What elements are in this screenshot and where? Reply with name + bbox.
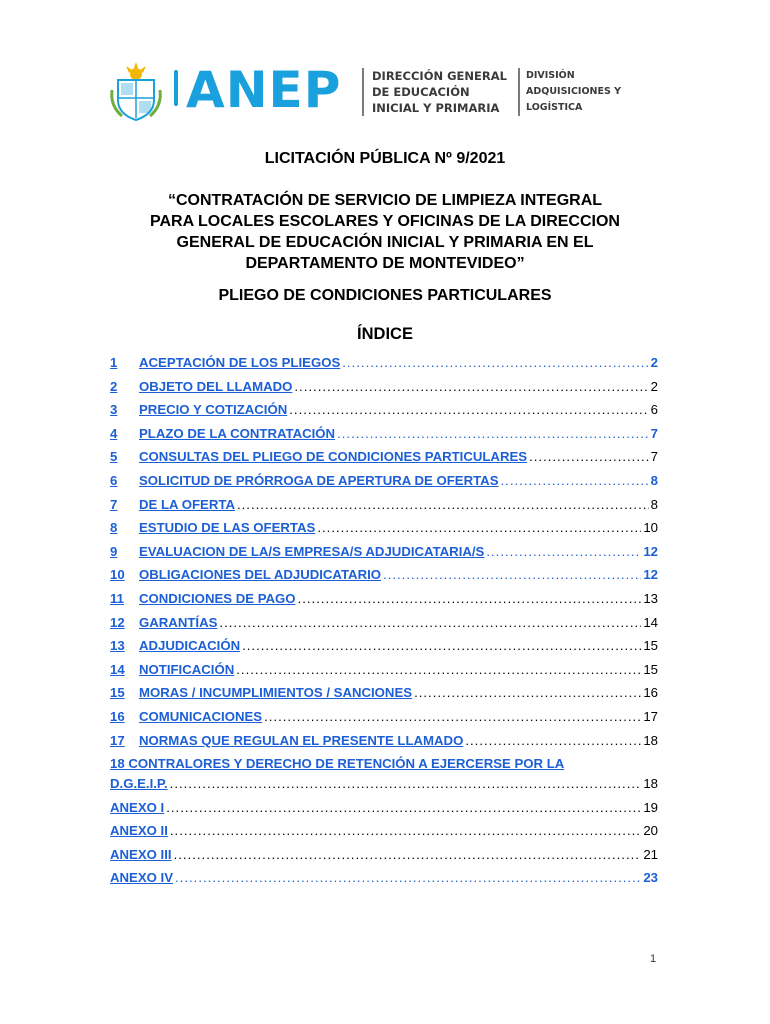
toc-entry-page[interactable]: 16 bbox=[643, 685, 658, 701]
toc-entry-number[interactable]: 15 bbox=[110, 685, 125, 701]
toc-entry[interactable] bbox=[110, 544, 658, 568]
toc-entry-label[interactable]: NORMAS QUE REGULAN EL PRESENTE LLAMADO bbox=[139, 732, 464, 748]
toc-entry-label[interactable]: CONSULTAS DEL PLIEGO DE CONDICIONES PARTICULARES bbox=[139, 449, 528, 465]
coat-of-arms-icon bbox=[108, 62, 164, 122]
toc-leader-dots bbox=[289, 402, 648, 417]
toc-entry-page[interactable]: 15 bbox=[643, 661, 658, 677]
toc-entry-number[interactable]: 9 bbox=[110, 543, 118, 559]
toc-entry-number[interactable]: 10 bbox=[110, 567, 125, 583]
toc-entry-number[interactable]: 1 bbox=[110, 355, 118, 370]
toc-annex-entry[interactable] bbox=[110, 800, 658, 824]
toc-entry[interactable] bbox=[110, 591, 658, 615]
toc-entry-page[interactable]: 21 bbox=[643, 846, 658, 862]
toc-leader-dots bbox=[237, 497, 649, 512]
toc-entry[interactable] bbox=[110, 567, 658, 591]
toc-entry-label[interactable]: D.G.E.I.P. bbox=[110, 776, 168, 792]
toc-leader-dots bbox=[317, 520, 641, 535]
toc-entry-page[interactable]: 20 bbox=[643, 823, 658, 839]
toc-entry[interactable] bbox=[110, 379, 658, 403]
document-subject: “CONTRATACIÓN DE SERVICIO DE LIMPIEZA INTEGRAL PARA LOCALES ESCOLARES Y OFICINAS DE LA DIRECCION GENERAL DE EDUCACIÓN INICIAL Y PRIMARIA EN EL DEPARTAMENTO DE MONTEVIDEO” bbox=[150, 192, 620, 272]
toc-entry-label[interactable]: OBJETO DEL LLAMADO bbox=[139, 378, 293, 394]
toc-entry-label[interactable]: COMUNICACIONES bbox=[139, 708, 263, 724]
toc-entry[interactable] bbox=[110, 615, 658, 639]
toc-leader-dots bbox=[174, 847, 642, 862]
toc-leader-dots bbox=[486, 544, 641, 559]
toc-leader-dots bbox=[383, 567, 641, 582]
section-title: PLIEGO DE CONDICIONES PARTICULARES bbox=[218, 287, 552, 304]
toc-entry-number[interactable]: 13 bbox=[110, 638, 125, 654]
toc-entry-number[interactable]: 3 bbox=[110, 402, 118, 418]
document-title: LICITACIÓN PÚBLICA Nº 9/2021 bbox=[264, 150, 506, 167]
toc-entry-page[interactable]: 19 bbox=[643, 799, 658, 815]
toc-entry-label[interactable]: 18 CONTRALORES Y DERECHO DE RETENCIÓN A EJERCERSE POR LA bbox=[110, 756, 565, 772]
toc-leader-dots bbox=[342, 355, 648, 370]
toc-entry-page[interactable]: 17 bbox=[643, 708, 658, 724]
toc-entry-page[interactable]: 23 bbox=[643, 870, 658, 886]
toc-entry-page[interactable]: 7 bbox=[650, 449, 658, 465]
toc-entry-page[interactable]: 13 bbox=[643, 590, 658, 606]
toc-annex-entry[interactable] bbox=[110, 847, 658, 871]
toc-entry-label[interactable]: NOTIFICACIÓN bbox=[139, 661, 235, 677]
toc-entry[interactable] bbox=[110, 402, 658, 426]
toc-entry-label[interactable]: MORAS / INCUMPLIMIENTOS / SANCIONES bbox=[139, 685, 413, 701]
anep-wordmark: ANEP bbox=[186, 61, 342, 119]
toc-entry-label[interactable]: EVALUACION DE LA/S EMPRESA/S ADJUDICATARIA/S bbox=[139, 543, 485, 559]
toc-leader-dots bbox=[337, 426, 649, 441]
toc-entry-page[interactable]: 7 bbox=[650, 425, 658, 441]
toc-leader-dots bbox=[298, 591, 642, 606]
header-divider bbox=[518, 68, 520, 116]
index-title: ÍNDICE bbox=[357, 325, 413, 343]
toc-entry[interactable] bbox=[110, 355, 658, 379]
toc-entry-number[interactable]: 17 bbox=[110, 732, 125, 748]
toc-entry-number[interactable]: 11 bbox=[110, 590, 124, 606]
header-divider bbox=[362, 68, 364, 116]
toc-entry-page[interactable]: 2 bbox=[650, 378, 658, 394]
direccion-general-label: DIRECCIÓN GENERAL DE EDUCACIÓN INICIAL Y PRIMARIA bbox=[372, 69, 507, 115]
toc-entry-label[interactable]: OBLIGACIONES DEL ADJUDICATARIO bbox=[139, 567, 382, 583]
toc-entry-page[interactable]: 6 bbox=[650, 402, 658, 418]
toc-entry-page[interactable]: 12 bbox=[643, 543, 658, 559]
toc-entry[interactable] bbox=[110, 733, 658, 757]
toc-leader-dots bbox=[170, 776, 642, 791]
toc-leader-dots bbox=[166, 800, 641, 815]
toc-leader-dots bbox=[294, 379, 648, 394]
brand-accent-bar bbox=[174, 70, 178, 106]
toc-entry-label[interactable]: ANEXO III bbox=[110, 846, 172, 862]
page-number: 1 bbox=[650, 953, 657, 965]
toc-entry[interactable] bbox=[110, 449, 658, 473]
toc-leader-dots bbox=[501, 473, 649, 488]
toc-leader-dots bbox=[264, 709, 641, 724]
toc-entry-page[interactable]: 18 bbox=[643, 732, 658, 748]
toc-entry-label[interactable]: PRECIO Y COTIZACIÓN bbox=[139, 402, 288, 418]
toc-entry-18[interactable] bbox=[110, 756, 658, 800]
toc-entry-page[interactable]: 8 bbox=[650, 496, 658, 512]
toc-entry-number[interactable]: 16 bbox=[110, 708, 125, 724]
toc-entry-label[interactable]: ANEXO II bbox=[110, 823, 168, 839]
toc-leader-dots bbox=[236, 662, 641, 677]
toc-leader-dots bbox=[242, 638, 641, 653]
toc-entry-label[interactable]: ADJUDICACIÓN bbox=[139, 638, 241, 654]
toc-entry-label[interactable]: DE LA OFERTA bbox=[139, 496, 235, 512]
toc-entry-page[interactable]: 8 bbox=[650, 472, 658, 488]
toc-entry[interactable] bbox=[110, 497, 658, 521]
toc-entry-page[interactable]: 10 bbox=[643, 520, 658, 536]
toc-annex-entry[interactable] bbox=[110, 823, 658, 847]
table-of-contents bbox=[110, 355, 658, 894]
toc-entry-number[interactable]: 5 bbox=[110, 449, 118, 465]
toc-entry-number[interactable]: 2 bbox=[110, 378, 118, 394]
toc-entry-number[interactable]: 7 bbox=[110, 496, 118, 512]
toc-leader-dots bbox=[219, 615, 641, 630]
toc-entry-label[interactable]: SOLICITUD DE PRÓRROGA DE APERTURA DE OFERTAS bbox=[139, 472, 499, 488]
toc-entry[interactable] bbox=[110, 473, 658, 497]
toc-entry-page[interactable]: 18 bbox=[643, 776, 658, 792]
toc-entry-page[interactable]: 2 bbox=[650, 355, 658, 370]
toc-entry[interactable] bbox=[110, 662, 658, 686]
toc-entry-label[interactable]: ANEXO I bbox=[110, 799, 165, 815]
toc-leader-dots bbox=[175, 870, 641, 885]
toc-annex-entry[interactable] bbox=[110, 870, 658, 894]
division-label: DIVISIÓN ADQUISICIONES Y LOGÍSTICA bbox=[526, 70, 621, 113]
toc-entry-label[interactable]: PLAZO DE LA CONTRATACIÓN bbox=[139, 425, 336, 441]
toc-entry-label[interactable]: CONDICIONES DE PAGO bbox=[139, 590, 296, 606]
toc-entry[interactable] bbox=[110, 685, 658, 709]
toc-entry-page[interactable]: 15 bbox=[643, 638, 658, 654]
toc-entry-number[interactable]: 14 bbox=[110, 661, 125, 677]
toc-leader-dots bbox=[414, 685, 641, 700]
toc-entry-number[interactable]: 12 bbox=[110, 614, 125, 630]
toc-entry[interactable] bbox=[110, 709, 658, 733]
toc-leader-dots bbox=[465, 733, 641, 748]
anep-header-logo bbox=[108, 58, 668, 126]
toc-entry-number[interactable]: 6 bbox=[110, 472, 118, 488]
toc-entry-page[interactable]: 14 bbox=[643, 614, 658, 630]
toc-entry-page[interactable]: 12 bbox=[643, 567, 658, 583]
toc-entry-number[interactable]: 8 bbox=[110, 520, 118, 536]
toc-entry-label[interactable]: ESTUDIO DE LAS OFERTAS bbox=[139, 520, 316, 536]
toc-leader-dots bbox=[529, 449, 649, 464]
toc-entry-label[interactable]: ANEXO IV bbox=[110, 870, 174, 886]
toc-leader-dots bbox=[170, 823, 641, 838]
toc-entry[interactable] bbox=[110, 520, 658, 544]
toc-entry-number[interactable]: 4 bbox=[110, 425, 118, 441]
toc-entry[interactable] bbox=[110, 426, 658, 450]
toc-entry[interactable] bbox=[110, 638, 658, 662]
toc-entry-label[interactable]: GARANTÍAS bbox=[139, 614, 218, 630]
toc-entry-label[interactable]: ACEPTACIÓN DE LOS PLIEGOS bbox=[139, 355, 341, 370]
